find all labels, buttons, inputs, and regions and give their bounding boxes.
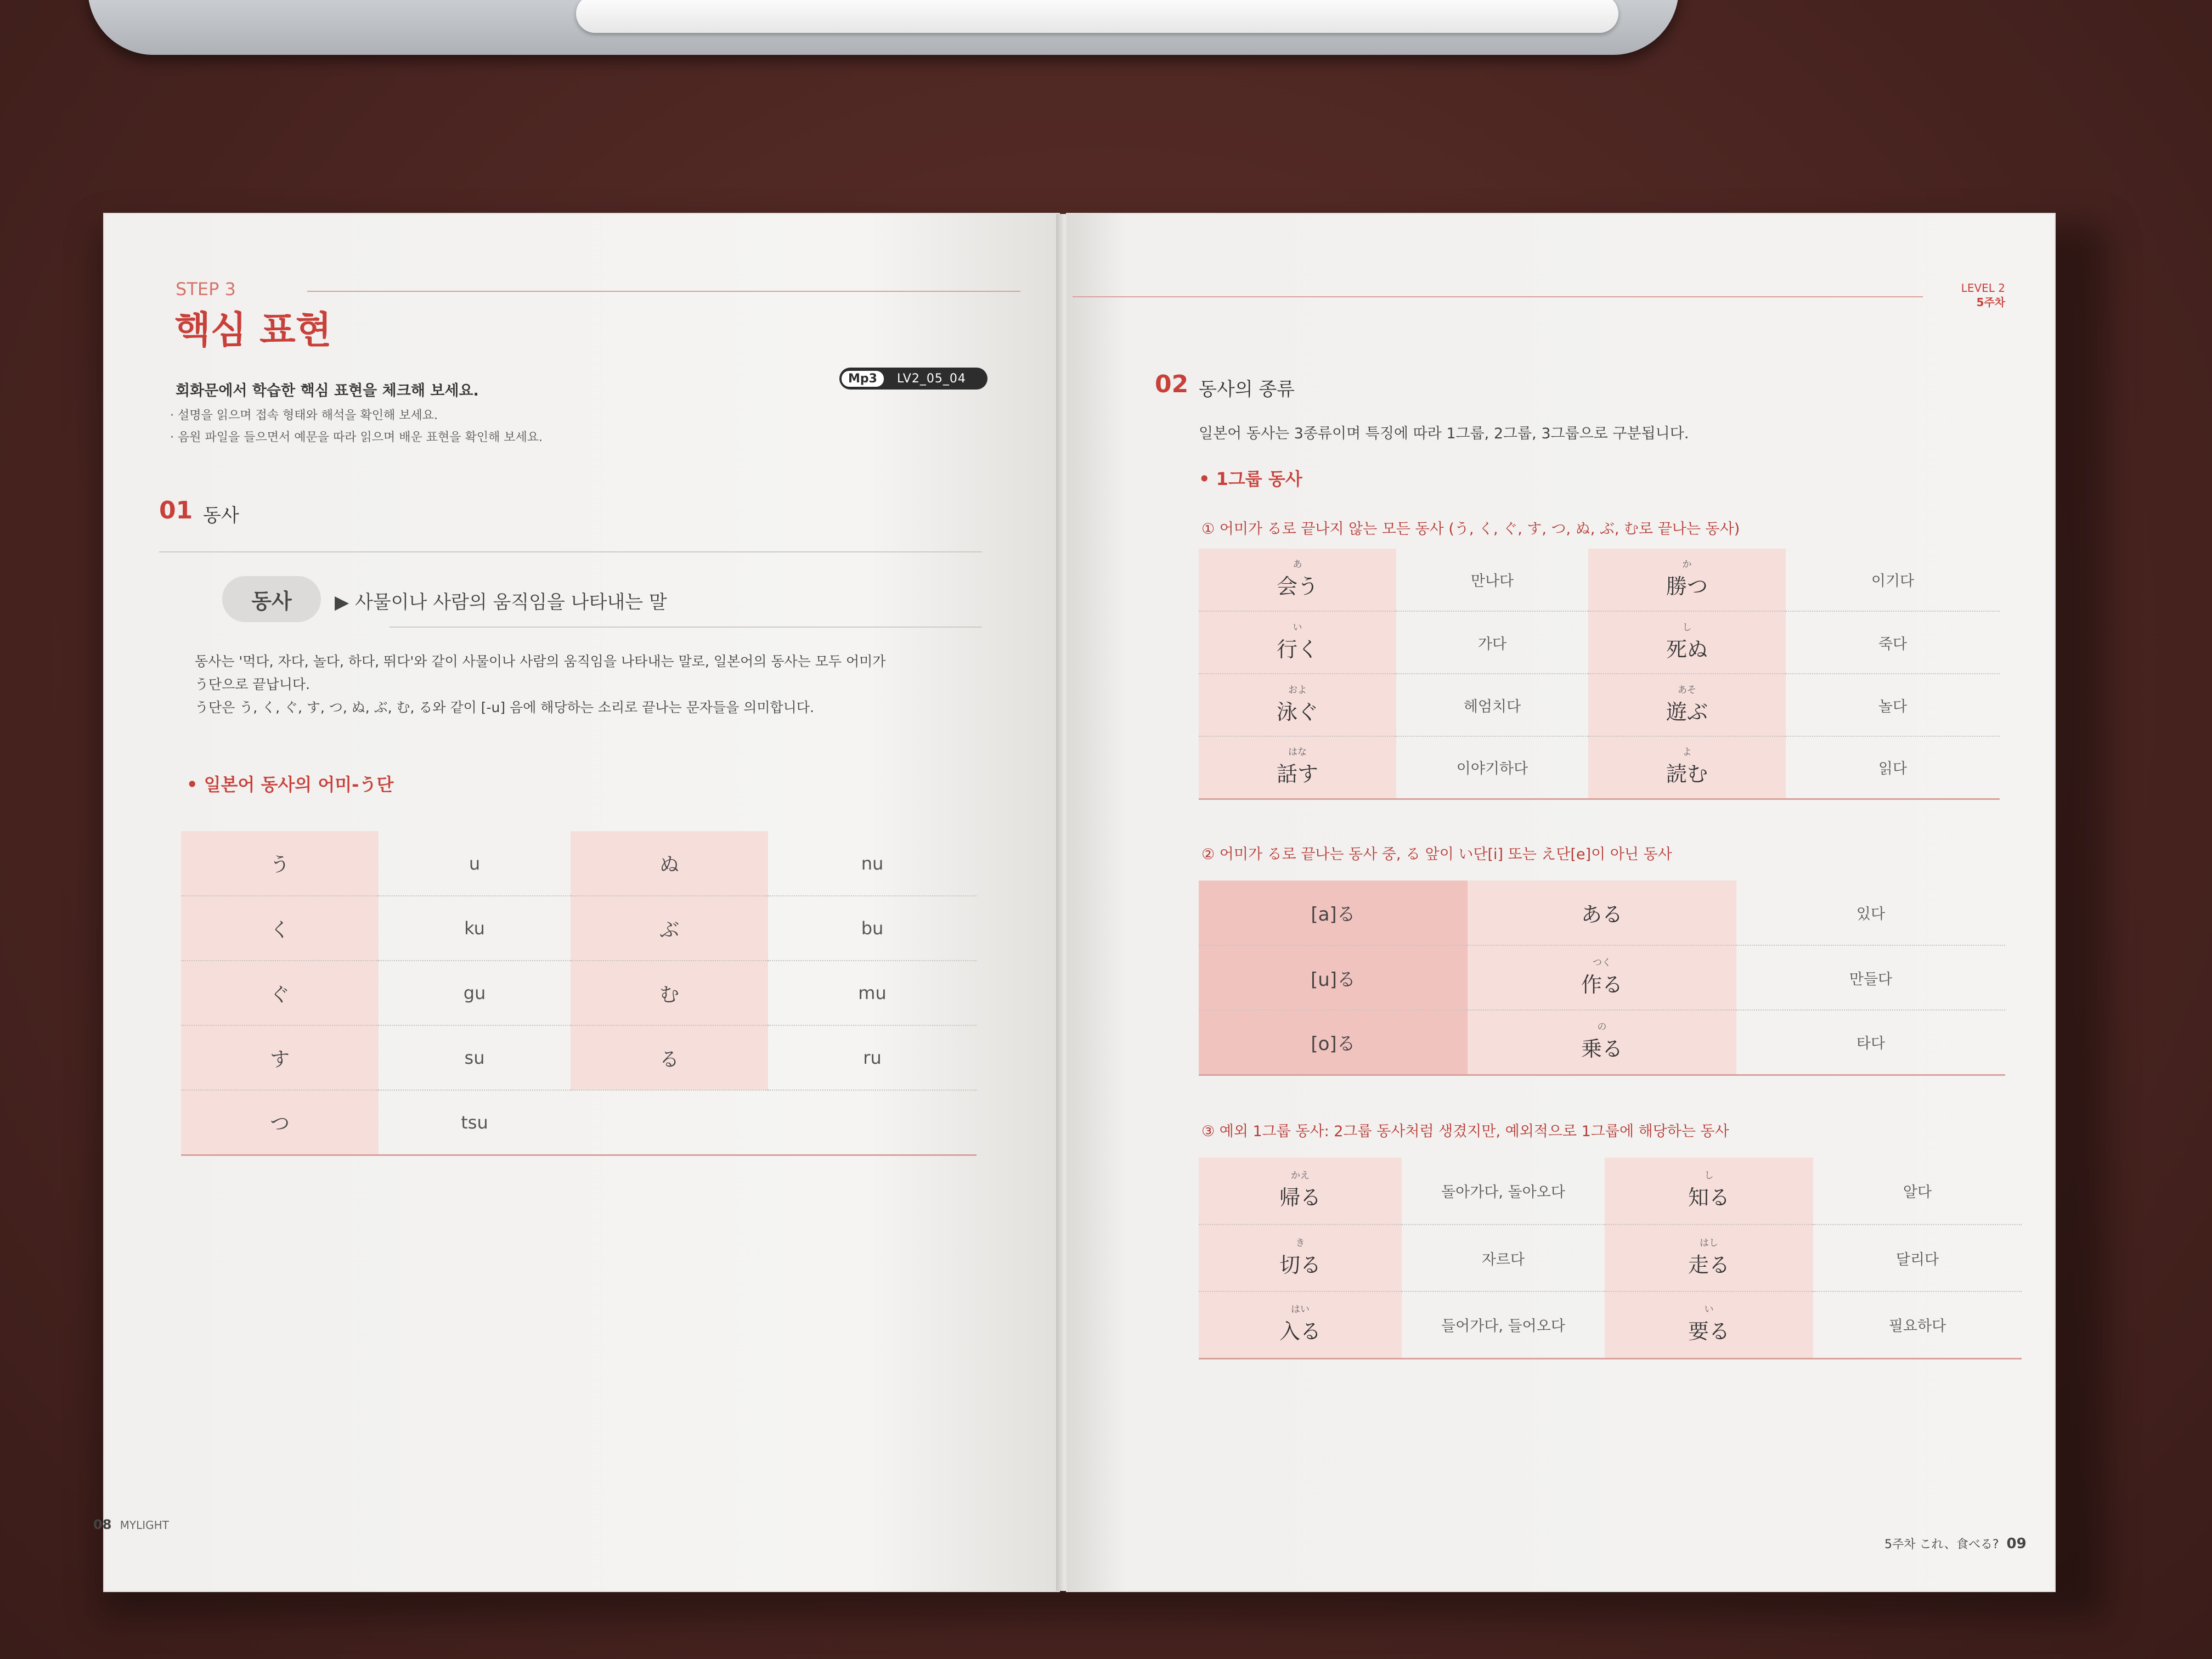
- verb-pill: 동사: [222, 576, 321, 622]
- group1-table-a: [1199, 549, 2000, 800]
- page-number: 08: [93, 1517, 112, 1532]
- intro-text: 회화문에서 학습한 핵심 표현을 체크해 보세요.: [176, 382, 479, 399]
- kana-cell: む: [571, 961, 768, 1025]
- endings-subhead: • 일본어 동사의 어미-う단: [187, 774, 394, 795]
- kana-cell: く: [181, 896, 379, 961]
- verb-kanji: 話す: [1276, 762, 1318, 787]
- verb-kanji: 入る: [1279, 1319, 1321, 1344]
- romaji-cell: nu: [768, 831, 977, 896]
- level-label: [1961, 281, 2005, 309]
- table-row: [181, 1025, 977, 1090]
- verb-ruby: あそ: [1678, 684, 1696, 696]
- verb-cell: [1199, 1291, 1402, 1358]
- table-row: [181, 896, 977, 961]
- verb-cell: [1199, 1224, 1402, 1291]
- stylus-pencil: [576, 0, 1618, 33]
- verb-cell: [1605, 1224, 1813, 1291]
- verb-kanji: 行く: [1276, 637, 1318, 662]
- footer-text: 5주차 これ、食べる?: [1884, 1538, 1999, 1551]
- rule-2: ② 어미가 る로 끝나는 동사 중, る 앞이 い단[i] 또는 え단[e]이 아닌 동사: [1201, 846, 1672, 863]
- table-row: [1199, 674, 2000, 736]
- verb-cell: [1605, 1291, 1813, 1358]
- right-page: [1067, 214, 2055, 1591]
- romaji-cell: mu: [768, 961, 977, 1025]
- verb-ruby: およ: [1288, 684, 1307, 696]
- group1-table-c: [1199, 1158, 2022, 1359]
- page-title: 핵심 표현: [174, 309, 332, 352]
- verb-ruby: つく: [1593, 957, 1611, 968]
- verb-cell: [1588, 611, 1786, 674]
- meaning-cell: 달리다: [1813, 1224, 2022, 1291]
- verb-cell: [1468, 945, 1736, 1010]
- bullet-1: · 설명을 읽으며 접속 형태와 해석을 확인해 보세요.: [170, 409, 438, 422]
- header-rule: [307, 291, 1020, 292]
- meaning-cell: 죽다: [1786, 611, 2000, 674]
- verb-kanji: 乗る: [1581, 1037, 1623, 1062]
- table-row: [1199, 1224, 2022, 1291]
- verb-kanji: 勝つ: [1666, 574, 1708, 599]
- paragraph-line-1: 동사는 '먹다, 자다, 놀다, 하다, 뛰다'와 같이 사물이나 사람의 움직임을 나타내는 말로, 일본어의 동사는 모두 어미가: [195, 653, 886, 669]
- verb-kanji: 作る: [1581, 972, 1623, 997]
- group1-heading: • 1그룹 동사: [1199, 469, 1302, 489]
- verb-ruby: かえ: [1291, 1170, 1310, 1181]
- section-intro-right: 일본어 동사는 3종류이며 특징에 따라 1그룹, 2그룹, 3그룹으로 구분됩니다.: [1199, 425, 1689, 442]
- rule-1: ① 어미가 る로 끝나지 않는 모든 동사 (う, く, ぐ, す, つ, ぬ, ぶ, む로 끝나는 동사): [1201, 521, 1740, 538]
- table-row: [1199, 945, 2005, 1010]
- romaji-cell: u: [379, 831, 571, 896]
- explanation-paragraph: [195, 650, 963, 719]
- week-text: 5주차: [1976, 296, 2005, 309]
- kana-cell: つ: [181, 1090, 379, 1155]
- verb-kanji: 知る: [1688, 1186, 1730, 1210]
- verb-cell: [1605, 1158, 1813, 1224]
- verb-kanji: 読む: [1666, 762, 1708, 787]
- kana-cell: ぐ: [181, 961, 379, 1025]
- table-row: [181, 1090, 977, 1155]
- meaning-cell: 가다: [1396, 611, 1588, 674]
- verb-kanji: ある: [1581, 902, 1623, 927]
- verb-cell: [1199, 674, 1396, 736]
- vowel-cell: [a]る: [1199, 881, 1468, 945]
- verb-ruby: い: [1293, 622, 1302, 633]
- verb-ruby: はい: [1291, 1304, 1310, 1316]
- section-number: 01: [159, 496, 193, 524]
- meaning-cell: 놀다: [1786, 674, 2000, 736]
- kana-cell: [571, 1090, 768, 1155]
- meaning-cell: 알다: [1813, 1158, 2022, 1224]
- meaning-cell: 헤엄치다: [1396, 674, 1588, 736]
- verb-definition: ▶ 사물이나 사람의 움직임을 나타내는 말: [335, 591, 667, 613]
- verb-ruby: あ: [1293, 559, 1302, 570]
- meaning-cell: 있다: [1736, 881, 2005, 945]
- paragraph-line-3: う단은 う, く, ぐ, す, つ, ぬ, ぶ, む, る와 같이 [-u] 음에 해당하는 소리로 끝나는 문자들을 의미합니다.: [195, 699, 814, 715]
- verb-ruby: の: [1597, 1022, 1607, 1033]
- verb-ruby: し: [1682, 622, 1692, 633]
- vowel-cell: [u]る: [1199, 945, 1468, 1010]
- verb-cell: [1199, 549, 1396, 611]
- verb-kanji: 切る: [1279, 1252, 1321, 1277]
- section-title: 동사: [203, 505, 239, 527]
- verb-kanji: 遊ぶ: [1666, 699, 1708, 724]
- verb-kanji: 要る: [1688, 1319, 1730, 1344]
- verb-ruby: か: [1682, 559, 1692, 570]
- verb-cell: [1199, 611, 1396, 674]
- footer-brand: MYLIGHT: [120, 1519, 169, 1532]
- footer-right: [1884, 1535, 2027, 1552]
- verb-ruby: き: [1295, 1237, 1305, 1249]
- romaji-cell: su: [379, 1025, 571, 1090]
- verb-cell: [1588, 549, 1786, 611]
- left-page: [93, 214, 1059, 1591]
- meaning-cell: 돌아가다, 돌아오다: [1402, 1158, 1605, 1224]
- meaning-cell: 만들다: [1736, 945, 2005, 1010]
- verb-cell: [1588, 674, 1786, 736]
- verb-cell: [1468, 881, 1736, 945]
- mp3-code: LV2_05_04: [896, 371, 966, 386]
- table-row: [1199, 549, 2000, 611]
- table-row: [1199, 881, 2005, 945]
- meaning-cell: 들어가다, 들어오다: [1402, 1291, 1605, 1358]
- section-title-right: 동사의 종류: [1199, 379, 1295, 400]
- verb-kanji: 会う: [1276, 574, 1318, 599]
- kana-cell: う: [181, 831, 379, 896]
- verb-ruby: し: [1704, 1170, 1714, 1181]
- endings-table: [181, 831, 977, 1156]
- verb-ruby: はし: [1700, 1237, 1718, 1249]
- meaning-cell: 만나다: [1396, 549, 1588, 611]
- romaji-cell: ku: [379, 896, 571, 961]
- verb-ruby: はな: [1288, 747, 1307, 758]
- page-number-left: [93, 1517, 169, 1532]
- verb-cell: [1199, 736, 1396, 799]
- verb-cell: [1199, 1158, 1402, 1224]
- kana-cell: ぬ: [571, 831, 768, 896]
- table-row: [181, 961, 977, 1025]
- section-number-right: 02: [1155, 370, 1189, 398]
- definition-rule: [390, 627, 982, 628]
- meaning-cell: 필요하다: [1813, 1291, 2022, 1358]
- kana-cell: る: [571, 1025, 768, 1090]
- table-row: [1199, 1291, 2022, 1358]
- table-row: [1199, 611, 2000, 674]
- step-label: STEP 3: [176, 279, 236, 300]
- meaning-cell: 이기다: [1786, 549, 2000, 611]
- romaji-cell: [768, 1090, 977, 1155]
- level-text: LEVEL 2: [1961, 281, 2005, 295]
- group1-table-b: [1199, 881, 2005, 1076]
- romaji-cell: tsu: [379, 1090, 571, 1155]
- paragraph-line-2: う단으로 끝납니다.: [195, 676, 310, 692]
- meaning-cell: 이야기하다: [1396, 736, 1588, 799]
- romaji-cell: ru: [768, 1025, 977, 1090]
- romaji-cell: gu: [379, 961, 571, 1025]
- verb-kanji: 走る: [1688, 1252, 1730, 1277]
- romaji-cell: bu: [768, 896, 977, 961]
- verb-ruby: い: [1704, 1304, 1714, 1316]
- header-rule-right: [1073, 296, 1923, 297]
- verb-kanji: 帰る: [1279, 1186, 1321, 1210]
- verb-ruby: よ: [1682, 747, 1692, 758]
- table-row: [181, 831, 977, 896]
- page-number-right: 09: [2006, 1536, 2027, 1552]
- verb-kanji: 死ぬ: [1666, 637, 1708, 662]
- table-row: [1199, 1010, 2005, 1075]
- vowel-cell: [o]る: [1199, 1010, 1468, 1075]
- meaning-cell: 읽다: [1786, 736, 2000, 799]
- verb-kanji: 泳ぐ: [1276, 699, 1318, 724]
- section-rule: [159, 551, 982, 552]
- rule-3: ③ 예외 1그룹 동사: 2그룹 동사처럼 생겼지만, 예외적으로 1그룹에 해당하는 동사: [1201, 1123, 1729, 1140]
- meaning-cell: 타다: [1736, 1010, 2005, 1075]
- kana-cell: す: [181, 1025, 379, 1090]
- verb-cell: [1588, 736, 1786, 799]
- kana-cell: ぶ: [571, 896, 768, 961]
- verb-cell: [1468, 1010, 1736, 1075]
- table-row: [1199, 1158, 2022, 1224]
- meaning-cell: 자르다: [1402, 1224, 1605, 1291]
- mp3-badge[interactable]: [839, 368, 988, 390]
- mp3-label: Mp3: [840, 370, 885, 388]
- bullet-2: · 음원 파일을 들으면서 예문을 따라 읽으며 배운 표현을 확인해 보세요.: [170, 431, 543, 444]
- table-row: [1199, 736, 2000, 799]
